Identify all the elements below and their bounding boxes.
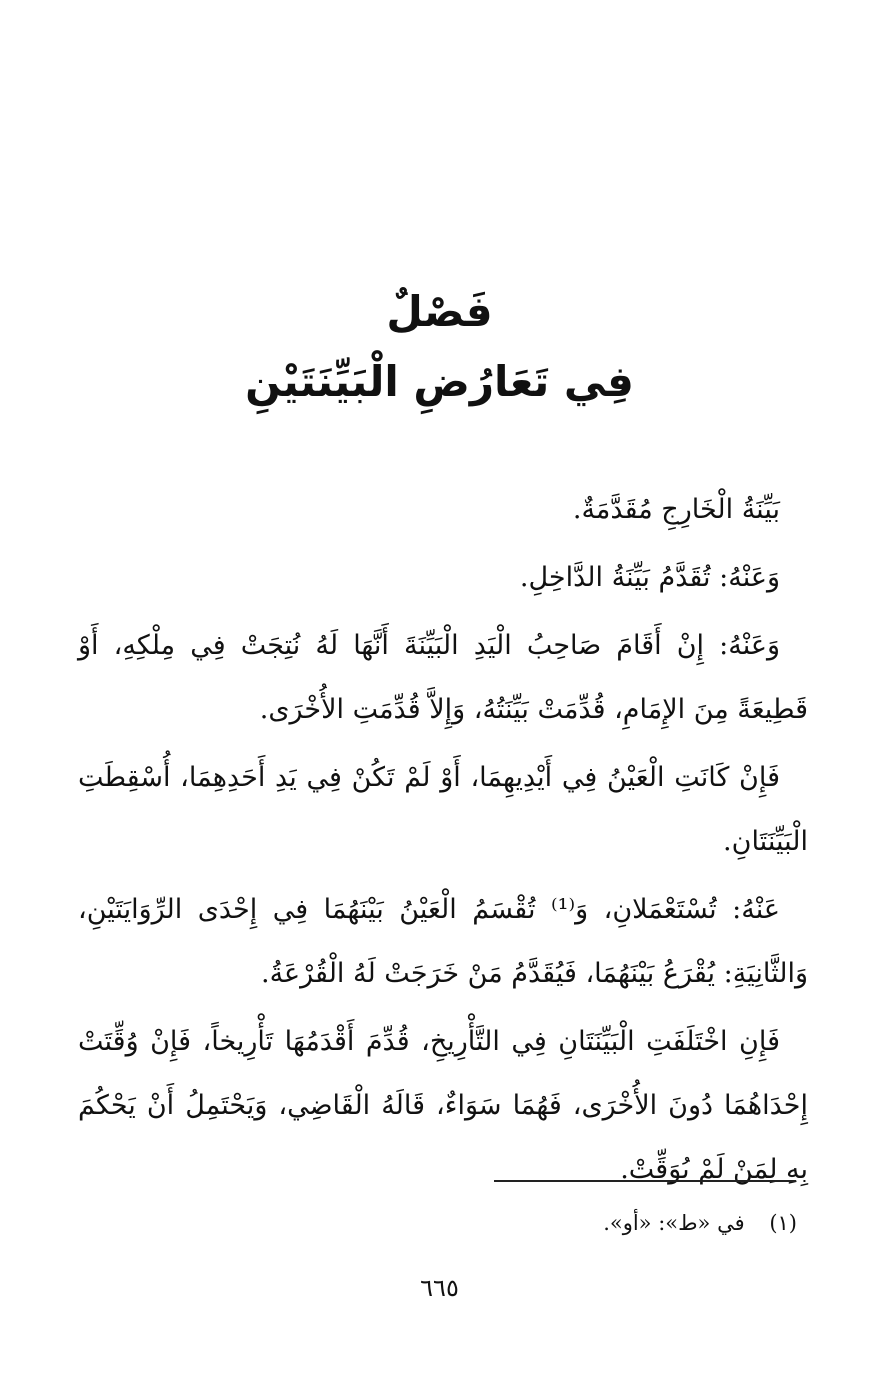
footnote-divider: [494, 1180, 796, 1182]
footnote: [97, 1206, 797, 1240]
main-text: [78, 478, 808, 1206]
page-number: ٦٦٥: [420, 1274, 459, 1302]
section-title: فَصْلٌ: [386, 287, 493, 336]
footnote-number: (١): [769, 1211, 797, 1235]
paragraph: وَعَنْهُ: إِنْ أَقَامَ صَاحِبُ الْيَدِ الْبَيِّنَةَ أَنَّهَا لَهُ نُتِجَتْ فِي مِلْكِهِ، أَوْ قَطِيعَةً مِنَ الإِمَامِ، قُدِّمَتْ بَيِّنَتُهُ، وَإِلاَّ قُدِّمَتِ الأُخْرَى.: [78, 630, 808, 725]
paragraph: بَيِّنَةُ الْخَارِجِ مُقَدَّمَةٌ.: [572, 494, 780, 525]
paragraph: وَعَنْهُ: تُقَدَّمُ بَيِّنَةُ الدَّاخِلِ.: [519, 562, 780, 593]
footnote-text: في «ط»: «أو».: [603, 1211, 745, 1235]
section-subtitle: فِي تَعَارُضِ الْبَيِّنَتَيْنِ: [245, 357, 634, 406]
paragraph: فَإِنِ اخْتَلَفَتِ الْبَيِّنَتَانِ فِي التَّأْرِيخِ، قُدِّمَ أَقْدَمُهَا تَأْرِيخاً، فَإِنْ وُقِّتَتْ إِحْدَاهُمَا دُونَ الأُخْرَى، فَهُمَا سَوَاءٌ، قَالَهُ الْقَاضِي، وَيَحْتَمِلُ أَنْ يَحْكُمَ بِهِ لِمَنْ لَمْ يُوَقِّتْ.: [78, 1026, 808, 1185]
paragraph: عَنْهُ: تُسْتَعْمَلانِ، وَ⁽¹⁾ تُقْسَمُ الْعَيْنُ بَيْنَهُمَا فِي إِحْدَى الرِّوَايَتَيْنِ، وَالثَّانِيَةِ: يُقْرَعُ بَيْنَهُمَا، فَيُقَدَّمُ مَنْ خَرَجَتْ لَهُ الْقُرْعَةُ.: [78, 894, 808, 989]
paragraph: فَإِنْ كَانَتِ الْعَيْنُ فِي أَيْدِيهِمَا، أَوْ لَمْ تَكُنْ فِي يَدِ أَحَدِهِمَا، أُسْقِطَتِ الْبَيِّنَتَانِ.: [78, 762, 808, 857]
